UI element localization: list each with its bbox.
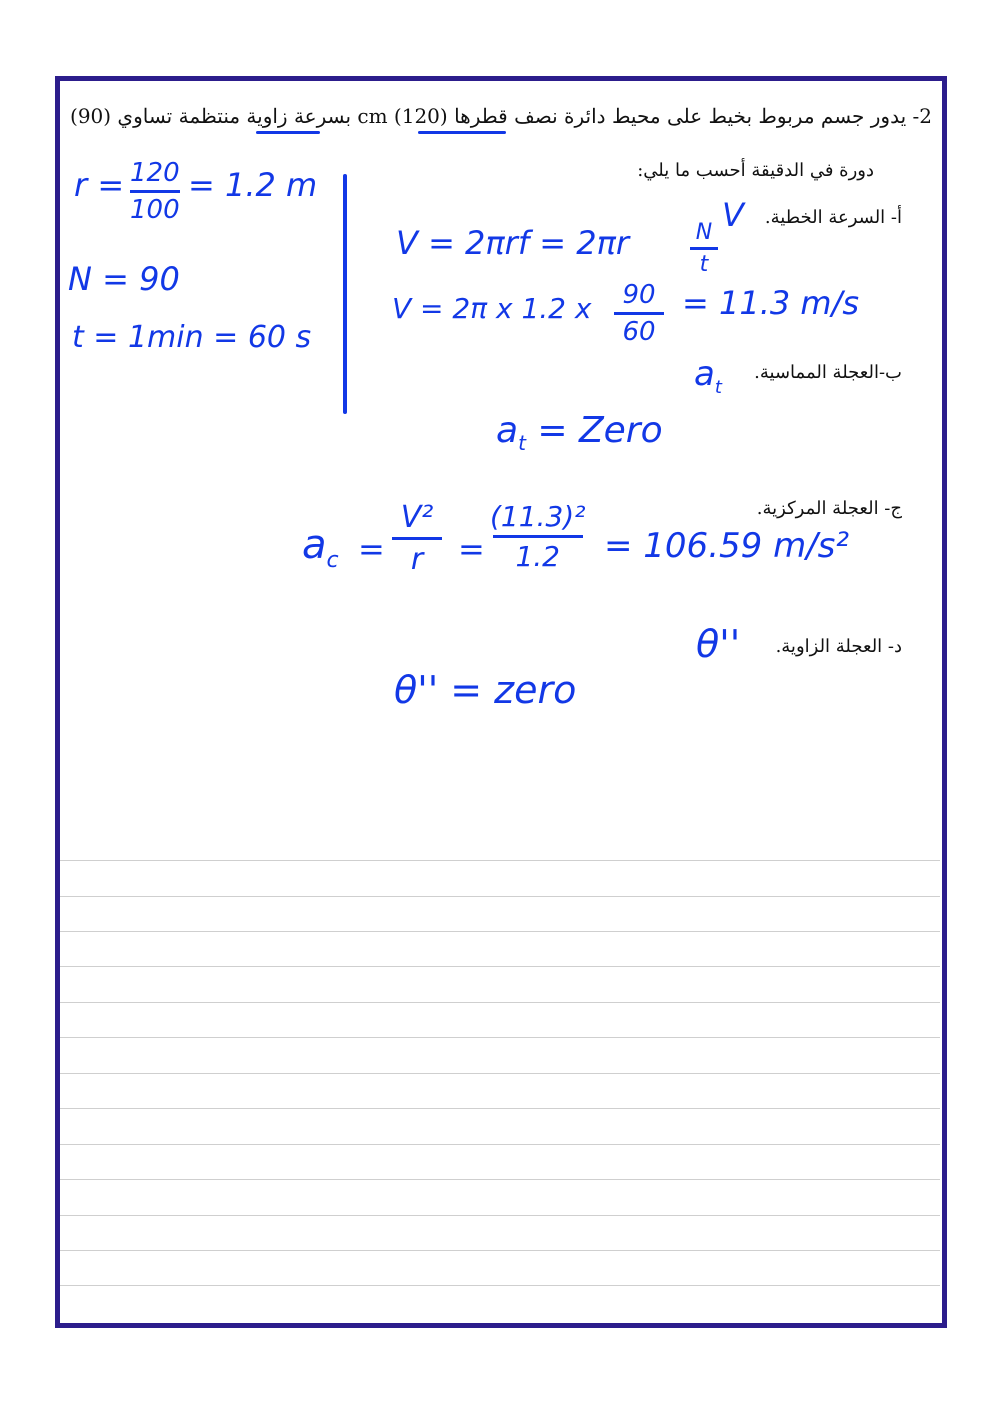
divider-line [343, 174, 347, 414]
ruled-line [60, 1002, 940, 1003]
ruled-line [60, 1037, 940, 1038]
v-mark: V [722, 196, 744, 234]
ruled-line [60, 966, 940, 967]
ruled-line [60, 1144, 940, 1145]
underline-montazema [256, 131, 320, 134]
ruled-line [60, 1073, 940, 1074]
ac-f2-denominator: 1.2 [515, 540, 560, 573]
ac-lhs-sub: c [326, 548, 339, 573]
ac-f1-numerator: V² [400, 500, 434, 535]
given-t: t = 1min = 60 s [72, 320, 312, 355]
v-calc-denominator: 60 [622, 317, 656, 347]
part-a-label: أ- السرعة الخطية. [764, 207, 902, 228]
ruled-line [60, 896, 940, 897]
v-result: = 11.3 m/s [682, 284, 860, 322]
part-b-label: ب-العجلة المماسية. [754, 362, 902, 383]
ac-fraction-2 [490, 500, 585, 573]
part-c-label: ج- العجلة المركزية. [756, 498, 902, 519]
ac-lhs [302, 522, 339, 573]
ac-equals-2: = [458, 530, 485, 568]
question-line-1: 2- يدور جسم مربوط بخيط على محيط دائرة نصف قطرها cm (120) بسرعة زاوية منتظمة تساوي (90) [70, 104, 932, 128]
ac-result: = 106.59 m/s² [604, 526, 849, 566]
at-result-value: = Zero [537, 410, 663, 451]
at-mark-letter: a [694, 354, 715, 394]
fraction-bar [392, 537, 442, 540]
given-r-result: = 1.2 m [188, 166, 318, 204]
v-formula-numerator: N [695, 220, 713, 245]
at-result-sub: t [518, 431, 526, 456]
theta-result: θ'' = zero [394, 668, 577, 712]
ruled-line [60, 1215, 940, 1216]
ac-fraction-1 [392, 500, 442, 577]
ruled-line [60, 1179, 940, 1180]
given-r-prefix: r = [74, 166, 125, 204]
fraction-bar [493, 535, 583, 538]
v-formula-denominator: t [699, 252, 709, 277]
ac-equals-1: = [358, 530, 385, 568]
ruled-line [60, 1250, 940, 1251]
underline-120 [418, 131, 506, 134]
ruled-line [60, 1108, 940, 1109]
ruled-line [60, 860, 940, 861]
ac-f2-numerator: (11.3)² [490, 500, 586, 533]
given-r-fraction [130, 158, 180, 225]
question-line-2: دورة في الدقيقة أحسب ما يلي: [637, 160, 874, 181]
ruled-line [60, 1285, 940, 1286]
given-r-denominator: 100 [130, 195, 180, 225]
part-d-label: د- العجلة الزاوية. [775, 636, 902, 657]
at-result [496, 410, 663, 455]
at-mark-sub: t [714, 376, 722, 398]
v-calc-fraction [614, 280, 664, 347]
ac-lhs-letter: a [302, 522, 327, 568]
v-calc: V = 2π x 1.2 x [392, 292, 592, 325]
at-mark [694, 354, 722, 398]
ac-f1-denominator: r [410, 542, 424, 577]
fraction-bar [614, 312, 664, 315]
given-N: N = 90 [68, 260, 180, 298]
v-formula: V = 2πrf = 2πr [396, 224, 630, 262]
fraction-bar [130, 190, 180, 193]
v-calc-numerator: 90 [622, 280, 656, 310]
given-r-numerator: 120 [130, 158, 180, 188]
v-formula-fraction [690, 220, 718, 277]
theta-mark: θ'' [696, 622, 741, 666]
at-result-letter: a [496, 410, 519, 451]
ruled-line [60, 931, 940, 932]
fraction-bar [690, 247, 718, 250]
